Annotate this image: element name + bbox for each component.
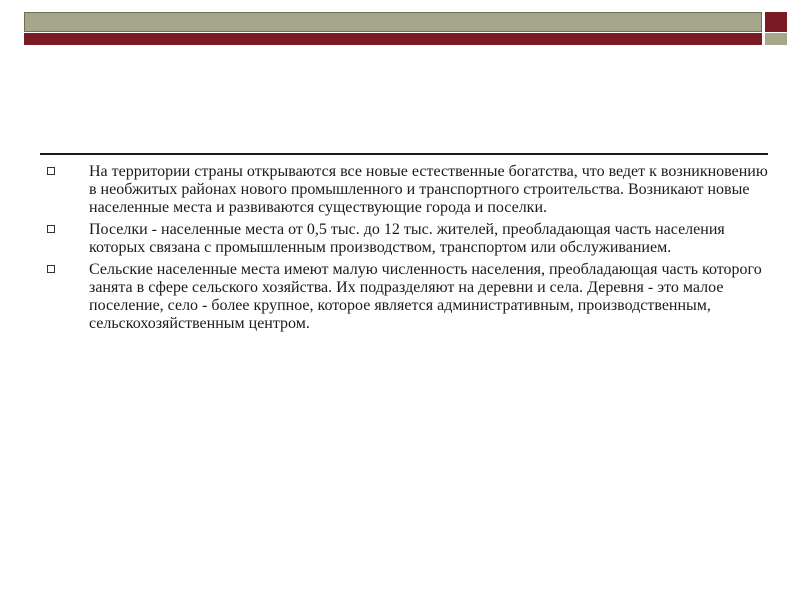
header-band-red-bar (24, 33, 762, 45)
header-olive-square (765, 33, 787, 45)
list-item (40, 163, 768, 217)
list-item-text: На территории страны открываются все новые естественные богатства, что ведет к возникновению в необжитых районах нового промышленного и транспортного строительства. Возникают новые населенные места и развиваются существующие города и поселки. (89, 163, 768, 216)
header-band (24, 12, 788, 46)
header-red-square (765, 12, 787, 32)
header-band-olive-bar (24, 12, 762, 32)
square-bullet-icon (47, 225, 55, 233)
list-item (40, 221, 768, 257)
list-item (40, 261, 768, 333)
list-item-text: Сельские населенные места имеют малую численность населения, преобладающая часть которого занята в сфере сельского хозяйства. Их подразделяют на деревни и села. Деревня - это малое поселение, село - более крупное, которое является административным, производственным, сельскохозяйственным центром. (89, 261, 762, 332)
list-item-text: Поселки - населенные места от 0,5 тыс. до 12 тыс. жителей, преобладающая часть населения которых связана с промышленным производством, транспортом или обслуживанием. (89, 221, 725, 256)
title-divider (40, 153, 768, 155)
bullet-list (40, 163, 768, 333)
slide-content (40, 163, 768, 337)
square-bullet-icon (47, 167, 55, 175)
square-bullet-icon (47, 265, 55, 273)
